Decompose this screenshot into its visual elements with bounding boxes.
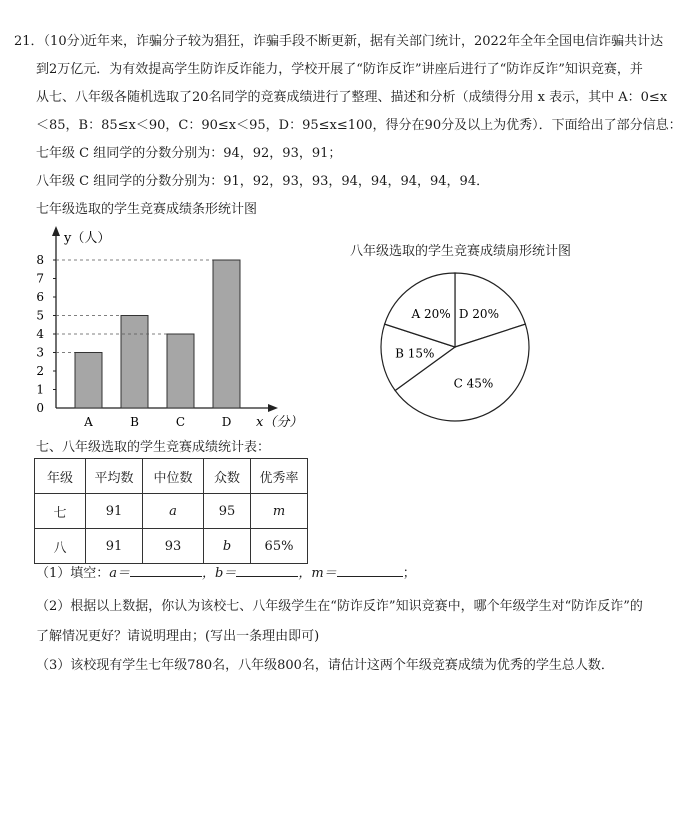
table-cell: b	[204, 529, 251, 564]
pie-chart	[370, 262, 540, 432]
pie-slice-label: B 15%	[395, 346, 435, 361]
bar-chart	[20, 222, 340, 442]
header-excellent-rate: 优秀率	[251, 459, 308, 494]
table-row	[35, 494, 308, 529]
question-stem	[36, 28, 682, 196]
table-cell: 93	[143, 529, 204, 564]
y-axis-label: y（人）	[64, 231, 111, 246]
bar-chart-title: 七年级选取的学生竞赛成绩条形统计图	[36, 202, 258, 217]
x-tick-label: A	[84, 415, 93, 429]
question-number-text: 21．	[14, 34, 44, 49]
part-1-end: ；	[402, 566, 416, 581]
bar	[167, 334, 194, 408]
bar	[75, 353, 102, 409]
table-cell: a	[143, 494, 204, 529]
part-1-b-label: ，b＝	[202, 566, 237, 581]
part-1-a-label: a＝	[109, 566, 131, 581]
header-grade: 年级	[35, 459, 86, 494]
table-cell: 65%	[251, 529, 308, 564]
header-median: 中位数	[143, 459, 204, 494]
part-3: （3）该校现有学生七年级780名，八年级800名，请估计这两个年级竞赛成绩为优秀的学生总人数．	[36, 658, 614, 673]
table-cell: m	[251, 494, 308, 529]
x-tick-label: C	[175, 415, 186, 429]
y-tick-label: 6	[36, 290, 44, 304]
table-cell: 91	[86, 494, 143, 529]
answer-m-blank[interactable]	[337, 562, 403, 577]
table-cell: 八	[35, 529, 86, 564]
table-header-row	[35, 459, 308, 494]
stem-line-4: ＜85，B：85≤x＜90，C：90≤x＜95，D：95≤x≤100，得分在90分及以上为优秀）．下面给出了部分信息：	[36, 118, 682, 133]
header-mean: 平均数	[86, 459, 143, 494]
y-tick-label: 8	[36, 253, 44, 267]
y-tick-label: 3	[36, 345, 44, 360]
y-tick-label: 2	[36, 364, 44, 378]
x-axis-arrow	[268, 404, 278, 412]
y-tick-label: 0	[36, 401, 44, 415]
grade8-c-scores: 八年级 C 组同学的分数分别为：91，92，93，93，94，94，94，94，94．	[36, 174, 490, 189]
y-tick-label: 4	[36, 327, 44, 341]
header-mode: 众数	[204, 459, 251, 494]
y-tick-label: 1	[36, 382, 44, 397]
y-axis-arrow	[52, 226, 60, 236]
stats-table	[34, 458, 308, 564]
part-2-line-1: （2）根据以上数据，你认为该校七、八年级学生在“防诈反诈”知识竞赛中，哪个年级学生对“防诈反诈”的	[36, 599, 643, 614]
y-tick-label: 7	[36, 271, 44, 286]
part-1-prefix: （1）填空：	[36, 566, 110, 581]
stem-line-2: 到2万亿元．为有效提高学生防诈反诈能力，学校开展了“防诈反诈”讲座后进行了“防诈反诈”知识竞赛，并	[36, 62, 643, 77]
part-1-m-label: ，m＝	[298, 566, 337, 581]
bar	[213, 260, 240, 408]
question-points: （10分）	[43, 34, 93, 49]
x-tick-label: D	[221, 415, 232, 429]
answer-a-blank[interactable]	[130, 562, 202, 577]
part-1	[36, 562, 416, 581]
part-2	[36, 592, 643, 652]
table-cell: 91	[86, 529, 143, 564]
table-cell: 七	[35, 494, 86, 529]
pie-slice-label: A 20%	[411, 307, 451, 322]
table-row	[35, 529, 308, 564]
answer-b-blank[interactable]	[236, 562, 298, 577]
x-axis-label: x（分）	[256, 415, 303, 430]
pie-chart-title: 八年级选取的学生竞赛成绩扇形统计图	[350, 244, 572, 259]
table-cell: 95	[204, 494, 251, 529]
table-caption: 七、八年级选取的学生竞赛成绩统计表：	[36, 440, 271, 455]
grade7-c-scores: 七年级 C 组同学的分数分别为：94，92，93，91；	[36, 146, 342, 161]
pie-slice-label: D 20%	[458, 307, 499, 322]
y-tick-label: 5	[36, 308, 44, 323]
pie-slice-label: C 45%	[453, 376, 494, 391]
stem-line-1: 近年来，诈骗分子较为猖狂，诈骗手段不断更新，据有关部门统计，2022年全年全国电信诈骗共计达	[84, 34, 664, 49]
part-2-line-2: 了解情况更好？请说明理由；(写出一条理由即可)	[36, 629, 320, 644]
bar	[121, 316, 148, 409]
stem-line-3: 从七、八年级各随机选取了20名同学的竞赛成绩进行了整理、描述和分析（成绩得分用 x 表示，其中 A：0≤x	[36, 90, 668, 105]
x-tick-label: B	[130, 415, 139, 429]
